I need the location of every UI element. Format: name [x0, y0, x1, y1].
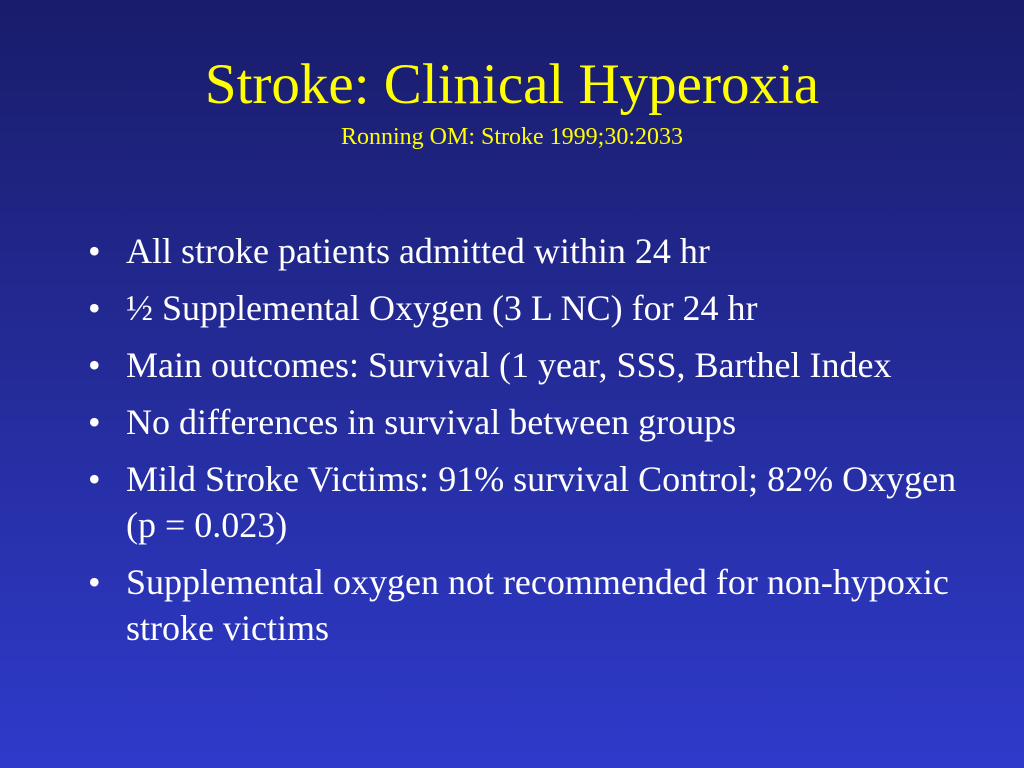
bullet-dot-icon: •	[88, 231, 101, 271]
slide-subtitle-citation: Ronning OM: Stroke 1999;30:2033	[340, 124, 683, 150]
bullet-dot-icon: •	[88, 562, 101, 602]
bullet-item-3	[82, 342, 982, 388]
bullet-dot-icon: •	[88, 345, 101, 385]
slide-title: Stroke: Clinical Hyperoxia	[204, 53, 820, 116]
bullet-dot-icon: •	[88, 402, 101, 442]
bullet-text: Supplemental oxygen not recommended for non-hypoxic stroke victims	[126, 562, 949, 648]
bullet-text: No differences in survival between groups	[126, 402, 737, 442]
bullet-item-6	[82, 559, 982, 651]
bullet-item-5	[82, 456, 982, 548]
bullet-text: Main outcomes: Survival (1 year, SSS, Barthel Index	[126, 345, 892, 385]
bullet-item-2	[82, 285, 982, 331]
bullet-list	[82, 228, 982, 662]
bullet-text: Mild Stroke Victims: 91% survival Control; 82% Oxygen (p = 0.023)	[126, 459, 957, 545]
bullet-dot-icon: •	[88, 459, 101, 499]
bullet-item-1	[82, 228, 982, 274]
bullet-item-4	[82, 399, 982, 445]
bullet-dot-icon: •	[88, 288, 101, 328]
bullet-text: All stroke patients admitted within 24 hr	[126, 231, 710, 271]
bullet-text: ½ Supplemental Oxygen (3 L NC) for 24 hr	[126, 288, 758, 328]
